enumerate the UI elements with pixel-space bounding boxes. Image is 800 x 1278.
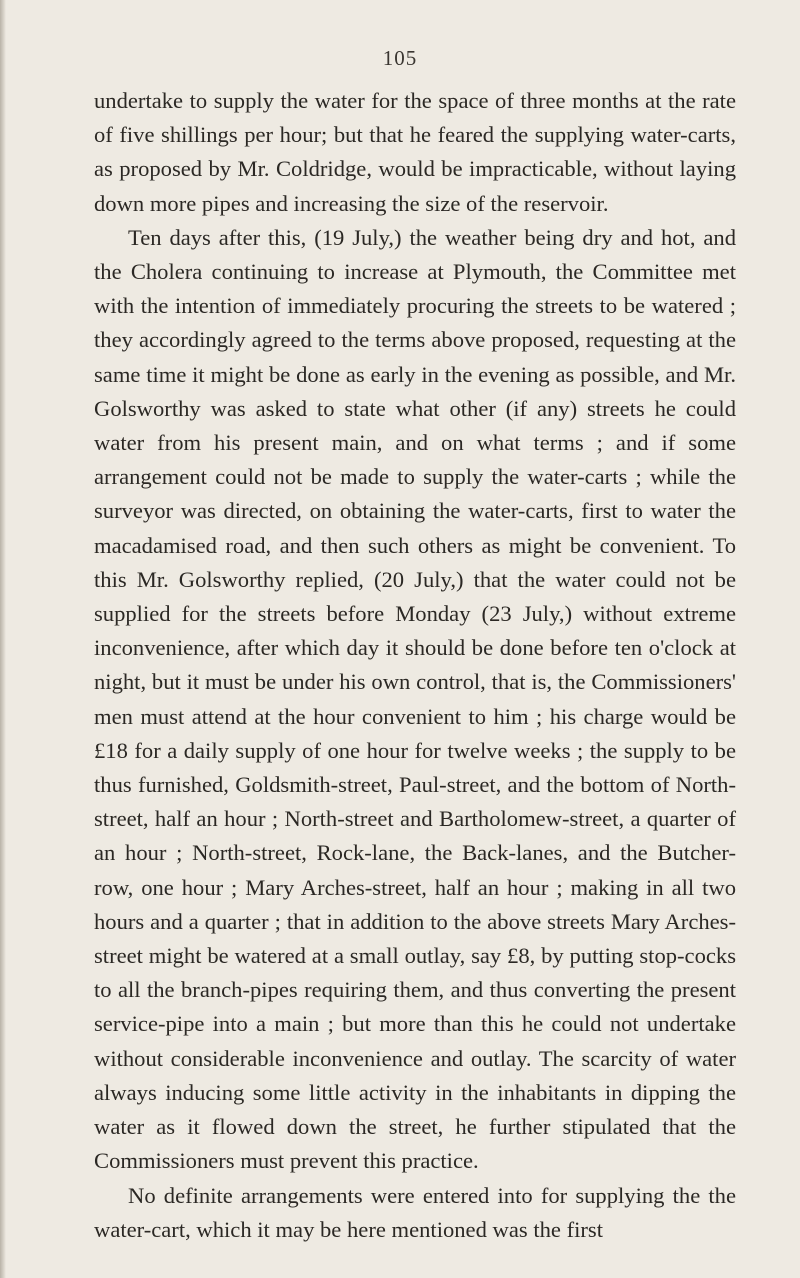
- paragraph-continued: undertake to supply the water for the space of three months at the rate of five shillings per hour; but that he feared the supplying water-carts, as proposed by Mr. Coldridge, would be impracticable, without laying down more pipes and increasing the size of the reservoir.: [94, 88, 736, 216]
- paragraph: Ten days after this, (19 July,) the weather being dry and hot, and the Cholera continuing to increase at Plymouth, the Committee met with the intention of immediately procuring the streets to be watered ; they accordingly agreed to the terms above proposed, requesting at the same time it might be done as early in the evening as possible, and Mr. Golsworthy was asked to state what other (if any) streets he could water from his present main, and on what terms ; and if some arrangement could not be made to supply the water-carts ; while the surveyor was directed, on obtaining the water-carts, first to water the macadamised road, and then such others as might be convenient. To this Mr. Golsworthy replied, (20 July,) that the water could not be supplied for the streets before Monday (23 July,) without extreme inconvenience, after which day it should be done before ten o'clock at night, but it must be under his own control, that is, the Commissioners' men must attend at the hour convenient to him ; his charge would be £18 for a daily supply of one hour for twelve weeks ; the supply to be thus furnished, Goldsmith-street, Paul-street, and the bottom of North-street, half an hour ; North-street and Bartholomew-street, a quarter of an hour ; North-street, Rock-lane, the Back-lanes, and the Butcher-row, one hour ; Mary Arches-street, half an hour ; making in all two hours and a quarter ; that in addition to the above streets Mary Arches-street might be watered at a small outlay, say £8, by putting stop-cocks to all the branch-pipes requiring them, and thus converting the present service-pipe into a main ; but more than this he could not undertake without considerable inconvenience and outlay. The scarcity of water always inducing some little activity in the inhabitants in dipping the water as it flowed down the street, he further stipulated that the Commissioners must prevent this practice.: [94, 224, 736, 1174]
- paragraph: No definite arrangements were entered into for supplying the the water-cart, which it may be here mentioned was the first: [94, 1182, 736, 1242]
- body-text: [94, 84, 736, 1247]
- page-number: 105: [382, 46, 418, 70]
- page-gutter-shadow: [0, 0, 6, 1278]
